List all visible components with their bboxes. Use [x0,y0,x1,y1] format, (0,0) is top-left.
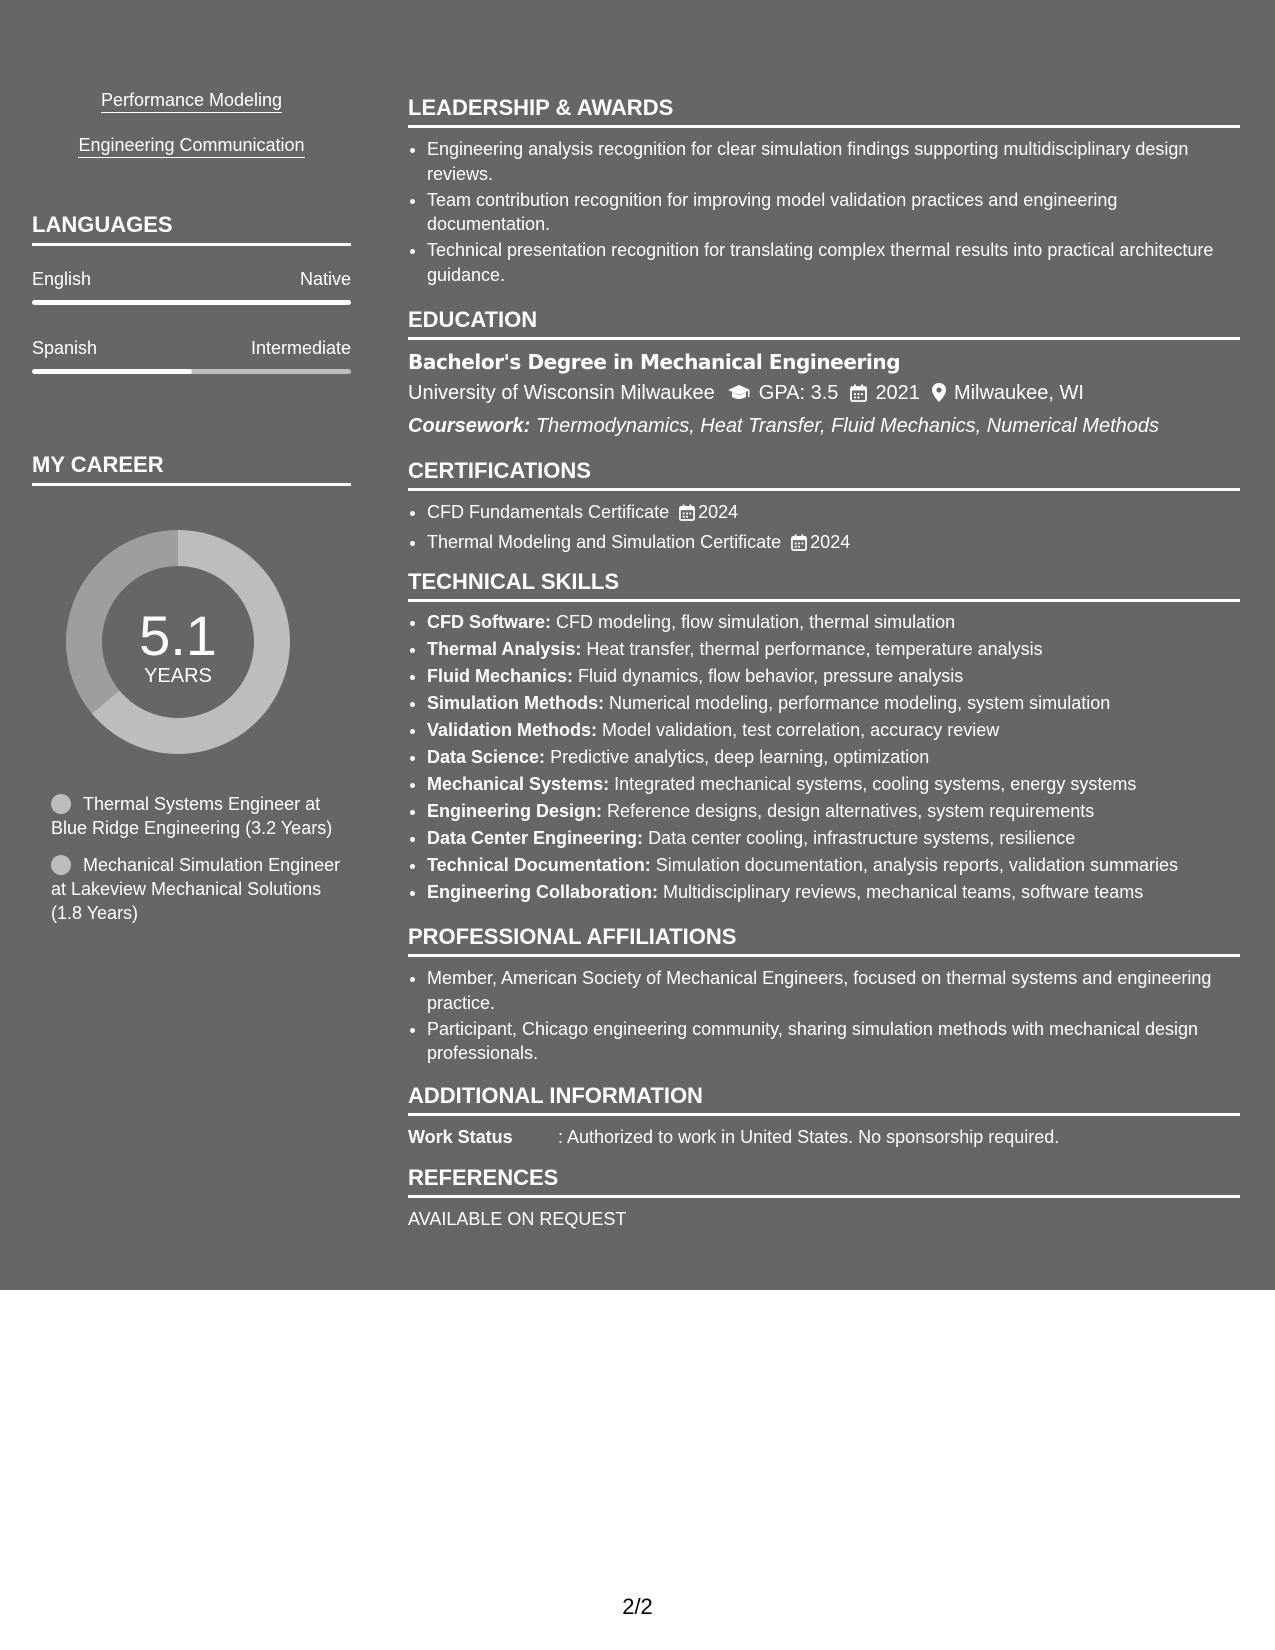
skill-label: Data Center Engineering: [427,828,644,848]
skill-tag-label: Performance Modeling [101,90,282,113]
language-level: Native [299,269,351,289]
list-item [427,879,1240,906]
career-dot-icon [51,794,71,814]
language-proficiency-bar [32,300,351,305]
list-item [427,798,1240,825]
language-row [32,268,351,298]
leadership-list [408,137,1240,287]
career-list [51,792,341,938]
list-item [427,717,1240,744]
languages-heading: LANGUAGES [32,212,351,246]
additional-info-heading: ADDITIONAL INFORMATION [408,1083,1240,1116]
list-item [427,636,1240,663]
list-item: • Technical presentation recognition for translating complex thermal results into practical architecture guidance. [427,238,1240,287]
skill-label: Simulation Methods: [427,693,604,713]
language-proficiency-bar [32,369,351,374]
additional-info-section [408,1083,1240,1149]
references-heading: REFERENCES [408,1165,1240,1198]
calendar-icon [791,532,807,559]
certificate-year: 2024 [810,532,851,552]
list-item [427,825,1240,852]
graduation-cap-icon [727,381,751,411]
references-section [408,1165,1240,1231]
education-meta [408,378,1240,411]
career-item-text: Mechanical Simulation Engineer at Lakeview Mechanical Solutions (1.8 Years) [51,855,341,923]
affiliations-list [408,966,1240,1066]
career-item-text: Thermal Systems Engineer at Blue Ridge Engineering (3.2 Years) [51,794,333,838]
gpa: GPA: 3.5 [758,382,839,404]
location-pin-icon [932,381,946,411]
list-item: • Engineering analysis recognition for clear simulation findings supporting multidisciplinary design reviews. [427,137,1240,186]
skill-label: Thermal Analysis: [427,639,582,659]
list-item [427,852,1240,879]
language-row [32,337,351,367]
list-item [427,744,1240,771]
skill-text: CFD modeling, flow simulation, thermal simulation [556,612,956,632]
skill-label: Mechanical Systems: [427,774,610,794]
skill-label: Technical Documentation: [427,855,651,875]
list-item [427,499,1240,529]
coursework-label: Coursework: [408,415,531,437]
certifications-list [408,499,1240,559]
language-proficiency-fill [32,369,192,374]
skill-label: CFD Software: [427,612,552,632]
certifications-heading: CERTIFICATIONS [408,458,1240,491]
school-location: Milwaukee, WI [953,382,1084,404]
degree-title: Bachelor's Degree in Mechanical Engineering [408,350,901,374]
affiliations-section [408,924,1240,1067]
calendar-icon [850,381,867,411]
page-number: 2/2 [622,1594,653,1619]
list-item [427,690,1240,717]
affiliations-heading: PROFESSIONAL AFFILIATIONS [408,924,1240,957]
graduation-year: 2021 [875,382,920,404]
technical-skills-section [408,569,1240,906]
list-item [427,663,1240,690]
skill-label: Engineering Design: [427,801,603,821]
skill-text: Data center cooling, infrastructure systems, resilience [648,828,1076,848]
skill-tag [32,89,351,111]
education-heading: EDUCATION [408,307,1240,340]
skill-label: Engineering Collaboration: [427,882,659,902]
language-name: Spanish [32,338,98,358]
school-name: University of Wisconsin Milwaukee [408,382,715,404]
skill-tag [32,134,351,156]
certifications-section [408,458,1240,559]
technical-skills-heading: TECHNICAL SKILLS [408,569,1240,602]
skill-label: Data Science: [427,747,546,767]
skill-text: Simulation documentation, analysis reports, validation summaries [655,855,1178,875]
coursework-text: Thermodynamics, Heat Transfer, Fluid Mechanics, Numerical Methods [535,415,1159,437]
list-item: • Team contribution recognition for improving model validation practices and engineering documentation. [427,188,1240,237]
certificate-name: Thermal Modeling and Simulation Certificate [427,532,782,552]
skill-text: Model validation, test correlation, accuracy review [602,720,1000,740]
list-item: • Member, American Society of Mechanical Engineers, focused on thermal systems and engineering practice. [427,966,1240,1015]
work-status-value: : Authorized to work in United States. No sponsorship required. [558,1127,1060,1147]
references-text: AVAILABLE ON REQUEST [408,1209,627,1229]
leadership-heading: LEADERSHIP & AWARDS [408,95,1240,128]
skill-text: Numerical modeling, performance modeling, system simulation [609,693,1111,713]
language-proficiency-fill [32,300,351,305]
list-item [427,771,1240,798]
career-total-unit: YEARS [144,665,212,687]
list-item [427,529,1240,559]
education-section [408,307,1240,441]
calendar-icon [679,502,695,529]
career-dot-icon [51,855,71,875]
skill-text: Multidisciplinary reviews, mechanical teams, software teams [663,882,1144,902]
list-item: • Participant, Chicago engineering community, sharing simulation methods with mechanical design professionals. [427,1017,1240,1066]
work-status-row [408,1125,1240,1149]
leadership-section [408,95,1240,289]
skill-text: Predictive analytics, deep learning, optimization [550,747,930,767]
career-donut-chart [66,530,290,754]
list-item [427,609,1240,636]
career-item [51,792,341,840]
certificate-year: 2024 [698,502,739,522]
work-status-label: Work Status [408,1127,513,1147]
skill-text: Fluid dynamics, flow behavior, pressure analysis [578,666,964,686]
technical-skills-list [408,609,1240,906]
skill-label: Fluid Mechanics: [427,666,574,686]
career-item [51,853,341,925]
language-name: English [32,269,92,289]
skill-text: Integrated mechanical systems, cooling systems, energy systems [614,774,1137,794]
certificate-name: CFD Fundamentals Certificate [427,502,670,522]
language-level: Intermediate [250,338,351,358]
career-heading: MY CAREER [32,452,351,486]
career-total-years: 5.1 [139,604,217,667]
skill-text: Heat transfer, thermal performance, temperature analysis [586,639,1043,659]
coursework [408,411,1240,441]
skill-text: Reference designs, design alternatives, system requirements [607,801,1095,821]
skill-tag-label: Engineering Communication [78,135,304,158]
skill-label: Validation Methods: [427,720,598,740]
